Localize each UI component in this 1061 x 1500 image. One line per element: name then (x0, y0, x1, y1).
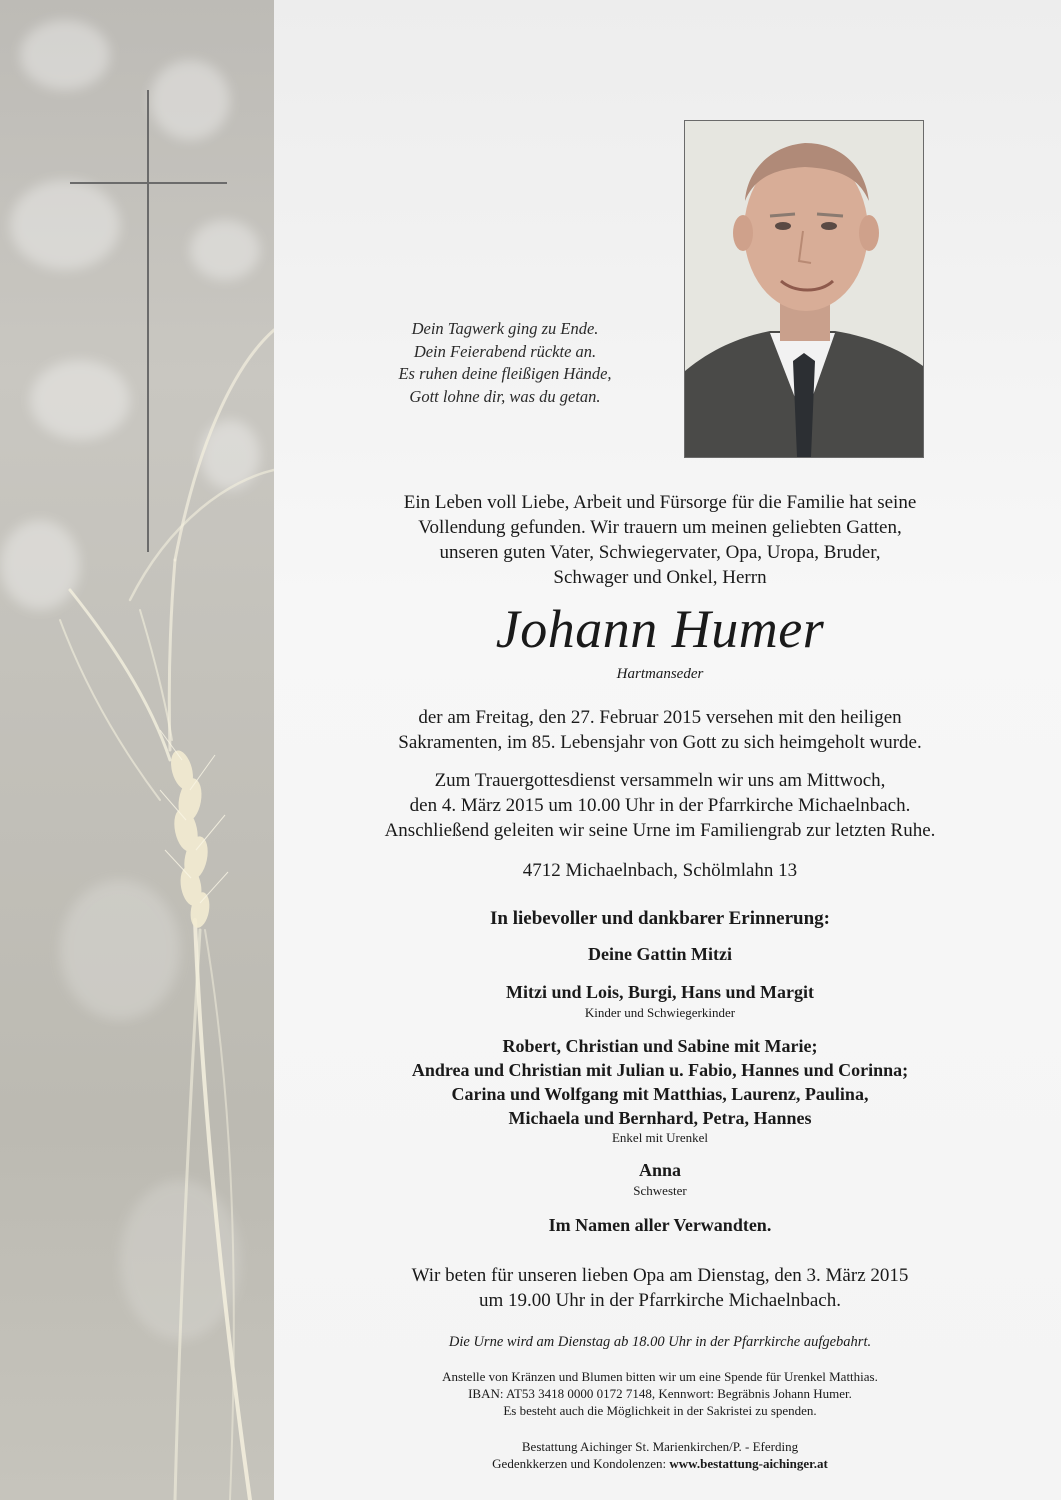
deceased-nickname: Hartmanseder (616, 666, 704, 682)
poem-line: Es ruhen deine fleißigen Hände, (398, 364, 612, 383)
intro-line: unseren guten Vater, Schwiegervater, Opa, Uropa, Bruder, (439, 542, 881, 563)
intro-line: Vollendung gefunden. Wir trauern um meinen geliebten Gatten, (418, 517, 902, 538)
poem (340, 318, 670, 408)
mourner-sister: Anna (638, 1160, 682, 1180)
sister-relation: Schwester (633, 1183, 687, 1198)
grandchildren-relation: Enkel mit Urenkel (611, 1130, 709, 1145)
intro-text (290, 490, 1030, 590)
children-relation: Kinder und Schwiegerkinder (584, 1005, 736, 1020)
service-line: Zum Trauergottesdienst versammeln wir uns am Mittwoch, (434, 770, 886, 791)
portrait-photo (684, 120, 924, 458)
mourner-grandchildren (290, 1034, 1030, 1130)
service-line: den 4. März 2015 um 10.00 Uhr in der Pfarrkirche Michaelnbach. (409, 795, 911, 816)
donation-line: IBAN: AT53 3418 0000 0172 7148, Kennwort: Begräbnis Johann Humer. (468, 1386, 852, 1401)
intro-line: Schwager und Onkel, Herrn (553, 567, 767, 588)
website-link[interactable]: www.bestattung-aichinger.at (669, 1456, 828, 1471)
mourner-family: Im Namen aller Verwandten. (548, 1215, 772, 1235)
mourner-children: Mitzi und Lois, Burgi, Hans und Margit (505, 982, 815, 1002)
donation-line: Es besteht auch die Möglichkeit in der Sakristei zu spenden. (503, 1403, 817, 1418)
poem-line: Gott lohne dir, was du getan. (409, 386, 601, 406)
prayer-notice (290, 1263, 1030, 1313)
donation-note (290, 1368, 1030, 1419)
grandchildren-line: Carina und Wolfgang mit Matthias, Laurenz, Paulina, (451, 1084, 869, 1104)
death-notice (290, 705, 1030, 755)
footer-condolences (290, 1455, 1030, 1472)
service-notice (290, 768, 1030, 843)
footer-company: Bestattung Aichinger St. Marienkirchen/P. - Eferding (521, 1439, 799, 1454)
poem-line: Dein Feierabend rückte an. (413, 341, 597, 361)
funeral-home-footer (290, 1438, 1030, 1472)
mourner-spouse: Deine Gattin Mitzi (588, 944, 732, 964)
prayer-line: Wir beten für unseren lieben Opa am Dienstag, den 3. März 2015 (411, 1265, 909, 1286)
grandchildren-line: Robert, Christian und Sabine mit Marie; (502, 1036, 818, 1056)
intro-line: Ein Leben voll Liebe, Arbeit und Fürsorge für die Familie hat seine (403, 492, 917, 513)
death-line: Sakramenten, im 85. Lebensjahr von Gott zu sich heimgeholt wurde. (398, 732, 922, 753)
portrait-image (685, 121, 923, 457)
footer-condolences-label: Gedenkkerzen und Kondolenzen: (492, 1456, 667, 1471)
grandchildren-line: Andrea und Christian mit Julian u. Fabio, Hannes und Corinna; (411, 1060, 909, 1080)
poem-line: Dein Tagwerk ging zu Ende. (411, 319, 599, 338)
urn-note: Die Urne wird am Dienstag ab 18.00 Uhr in der Pfarrkirche aufgebahrt. (448, 1334, 872, 1350)
decorative-side-panel (0, 0, 274, 1500)
grandchildren-line: Michaela und Bernhard, Petra, Hannes (508, 1108, 812, 1128)
death-line: der am Freitag, den 27. Februar 2015 versehen mit den heiligen (418, 707, 902, 728)
mourners-heading: In liebevoller und dankbarer Erinnerung: (490, 908, 830, 929)
cross-icon (0, 0, 274, 600)
prayer-line: um 19.00 Uhr in der Pfarrkirche Michaelnbach. (479, 1290, 841, 1311)
service-line: Anschließend geleiten wir seine Urne im Familiengrab zur letzten Ruhe. (384, 820, 936, 841)
donation-line: Anstelle von Kränzen und Blumen bitten wir um eine Spende für Urenkel Matthias. (442, 1369, 878, 1384)
deceased-name: Johann Humer (495, 599, 825, 659)
address: 4712 Michaelnbach, Schölmlahn 13 (522, 860, 798, 881)
